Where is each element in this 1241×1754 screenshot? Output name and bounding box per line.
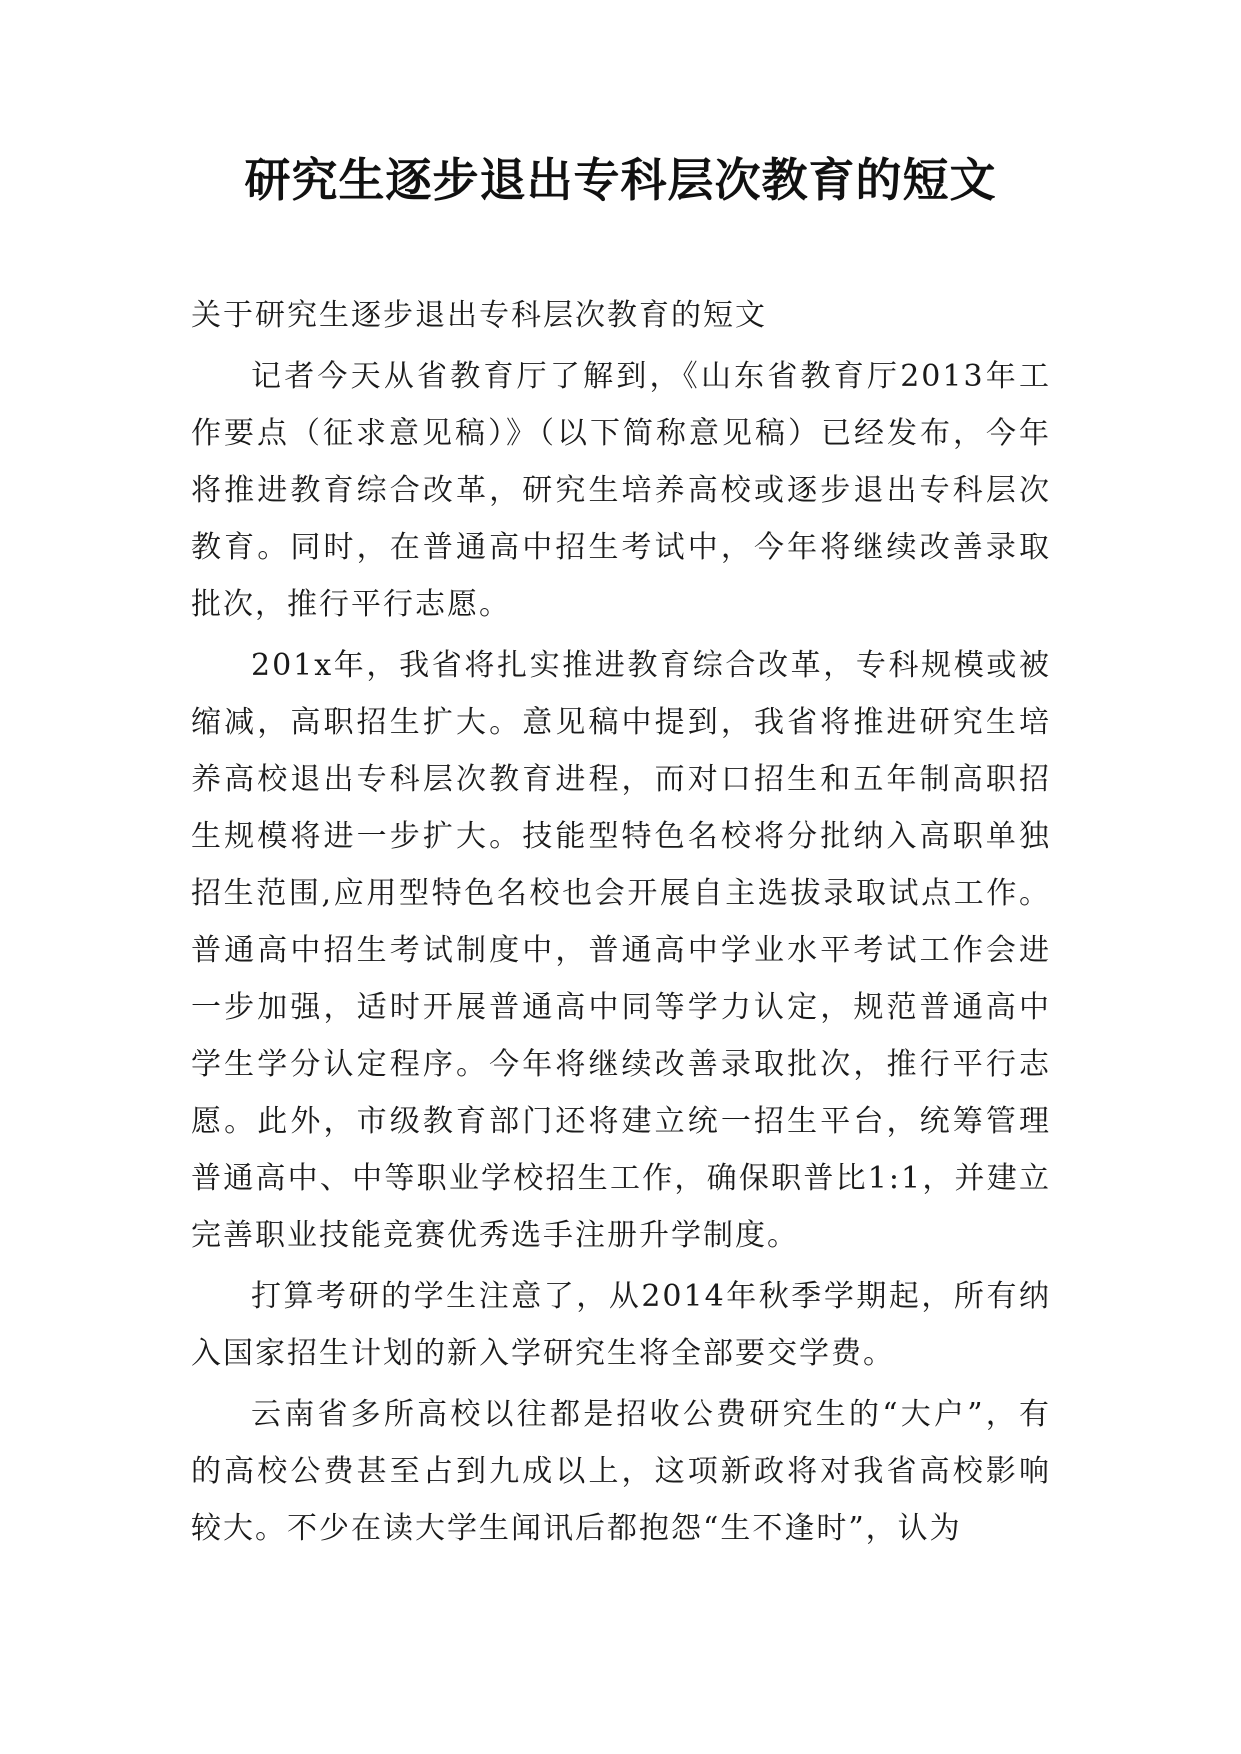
paragraph: 记者今天从省教育厅了解到，《山东省教育厅2013年工作要点（征求意见稿）》（以下简称意见稿）已经发布，今年将推进教育综合改革，研究生培养高校或逐步退出专科层次教育。同时，在普通高中招生考试中，今年将继续改善录取批次，推行平行志愿。 [191, 359, 1051, 622]
paragraph: 打算考研的学生注意了，从2014年秋季学期起，所有纳入国家招生计划的新入学研究生将全部要交学费。 [191, 1279, 1051, 1371]
paragraph: 云南省多所高校以往都是招收公费研究生的“大户”，有的高校公费甚至占到九成以上，这项新政将对我省高校影响较大。不少在读大学生闻讯后都抱怨“生不逢时”，认为 [191, 1397, 1051, 1546]
paragraph: 201x年，我省将扎实推进教育综合改革，专科规模或被缩减，高职招生扩大。意见稿中提到，我省将推进研究生培养高校退出专科层次教育进程，而对口招生和五年制高职招生规模将进一步扩大。技能型特色名校将分批纳入高职单独招生范围,应用型特色名校也会开展自主选拔录取试点工作。普通高中招生考试制度中，普通高中学业水平考试工作会进一步加强，适时开展普通高中同等学力认定，规范普通高中学生学分认定程序。今年将继续改善录取批次，推行平行志愿。此外，市级教育部门还将建立统一招生平台，统筹管理普通高中、中等职业学校招生工作，确保职普比1:1，并建立完善职业技能竞赛优秀选手注册升学制度。 [191, 648, 1051, 1253]
document-subtitle: 关于研究生逐步退出专科层次教育的短文 [191, 298, 767, 333]
document-title: 研究生逐步退出专科层次教育的短文 [244, 153, 997, 207]
document-body [191, 287, 1051, 1561]
